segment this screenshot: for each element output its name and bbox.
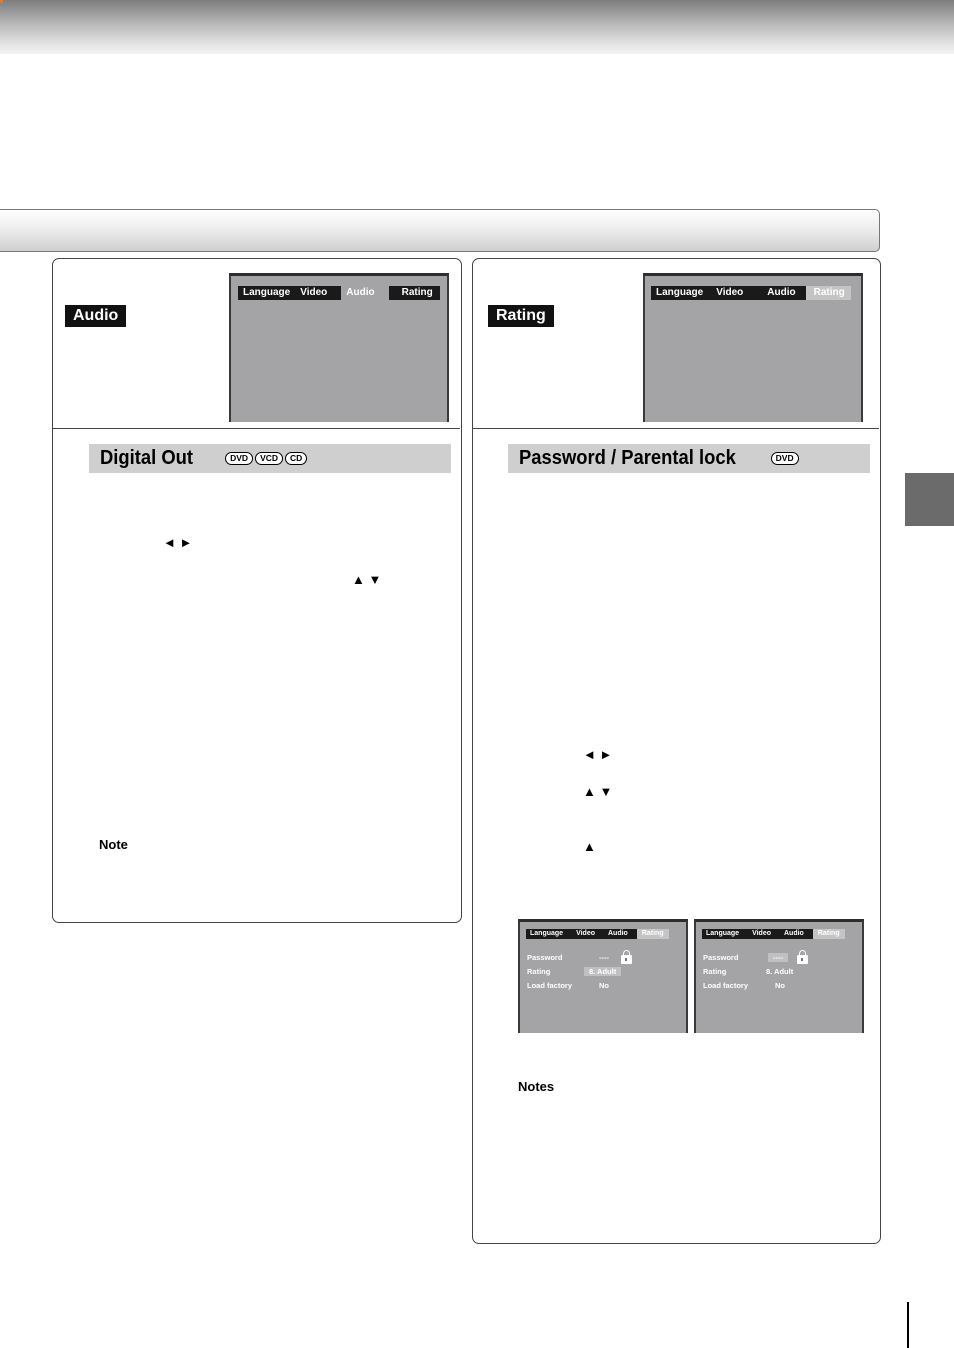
menu-tab-audio[interactable]: Audio [780, 929, 813, 939]
menu-tab-language[interactable]: Language [238, 286, 295, 300]
rating-menu-screen [643, 273, 863, 422]
menu-tab-rating[interactable]: Rating [813, 929, 845, 939]
password-row-label: Password [527, 953, 563, 962]
menu-tab-language[interactable]: Language [651, 286, 708, 300]
badge-dvd: DVD [225, 452, 253, 465]
lock-icon [797, 955, 808, 964]
page-number-rule [907, 1302, 909, 1348]
rating-row-value: 8. Adult [766, 967, 794, 976]
password-row-value: ---- [599, 953, 609, 962]
load-factory-row-value: No [775, 981, 785, 990]
load-factory-row-label: Load factory [703, 981, 749, 990]
rating-row-value: 8. Adult [584, 967, 621, 976]
osd-menu-bar [238, 286, 447, 300]
digital-out-heading [89, 444, 451, 473]
audio-panel-divider [53, 428, 460, 429]
menu-tab-audio[interactable]: Audio [604, 929, 637, 939]
up-down-arrows-icon: ▲ ▼ [352, 572, 382, 587]
left-right-arrows-icon: ◄ ► [163, 535, 193, 550]
badge-cd: CD [285, 452, 307, 465]
section-title-bar [0, 209, 880, 252]
rating-row-label: Rating [703, 967, 727, 976]
menu-tab-audio[interactable]: Audio [753, 286, 805, 300]
disc-badges [223, 452, 307, 465]
notes-label: Notes [518, 1079, 555, 1094]
password-parental-lock-heading [508, 444, 870, 473]
osd-menu-bar [651, 286, 861, 300]
menu-tab-rating[interactable]: Rating [806, 286, 851, 300]
menu-tab-language[interactable]: Language [702, 929, 748, 939]
password-row-value: ---- [768, 953, 788, 962]
menu-tab-audio[interactable]: Audio [341, 286, 388, 300]
menu-tab-video[interactable]: Video [295, 286, 341, 300]
menu-tab-video[interactable]: Video [708, 286, 753, 300]
menu-tab-video[interactable]: Video [572, 929, 604, 939]
note-label: Note [99, 837, 128, 852]
badge-vcd: VCD [255, 452, 283, 465]
rating-label: Rating [488, 305, 554, 327]
menu-tab-rating[interactable]: Rating [389, 286, 440, 300]
menu-tab-rating[interactable]: Rating [637, 929, 669, 939]
corner-mark [0, 0, 3, 3]
top-header-band [0, 0, 954, 54]
password-row-label: Password [703, 953, 739, 962]
audio-label: Audio [65, 305, 126, 327]
chapter-side-tab [905, 473, 954, 526]
load-factory-row-value: No [599, 981, 609, 990]
password-parental-lock-title: Password / Parental lock [519, 447, 736, 469]
left-right-arrows-icon: ◄ ► [583, 747, 613, 762]
up-arrow-icon: ▲ [583, 839, 596, 854]
rating-screen-locked [518, 919, 688, 1033]
osd-menu-bar [702, 929, 862, 939]
disc-badges [769, 452, 799, 465]
rating-panel-divider [473, 428, 879, 429]
up-down-arrows-icon: ▲ ▼ [583, 784, 613, 799]
menu-tab-language[interactable]: Language [526, 929, 572, 939]
lock-icon [621, 955, 632, 964]
rating-screen-unlocked [694, 919, 864, 1033]
load-factory-row-label: Load factory [527, 981, 573, 990]
rating-row-label: Rating [527, 967, 551, 976]
menu-tab-video[interactable]: Video [748, 929, 780, 939]
audio-menu-screen [229, 273, 449, 422]
digital-out-title: Digital Out [100, 447, 194, 469]
badge-dvd: DVD [771, 452, 799, 465]
osd-menu-bar [526, 929, 686, 939]
